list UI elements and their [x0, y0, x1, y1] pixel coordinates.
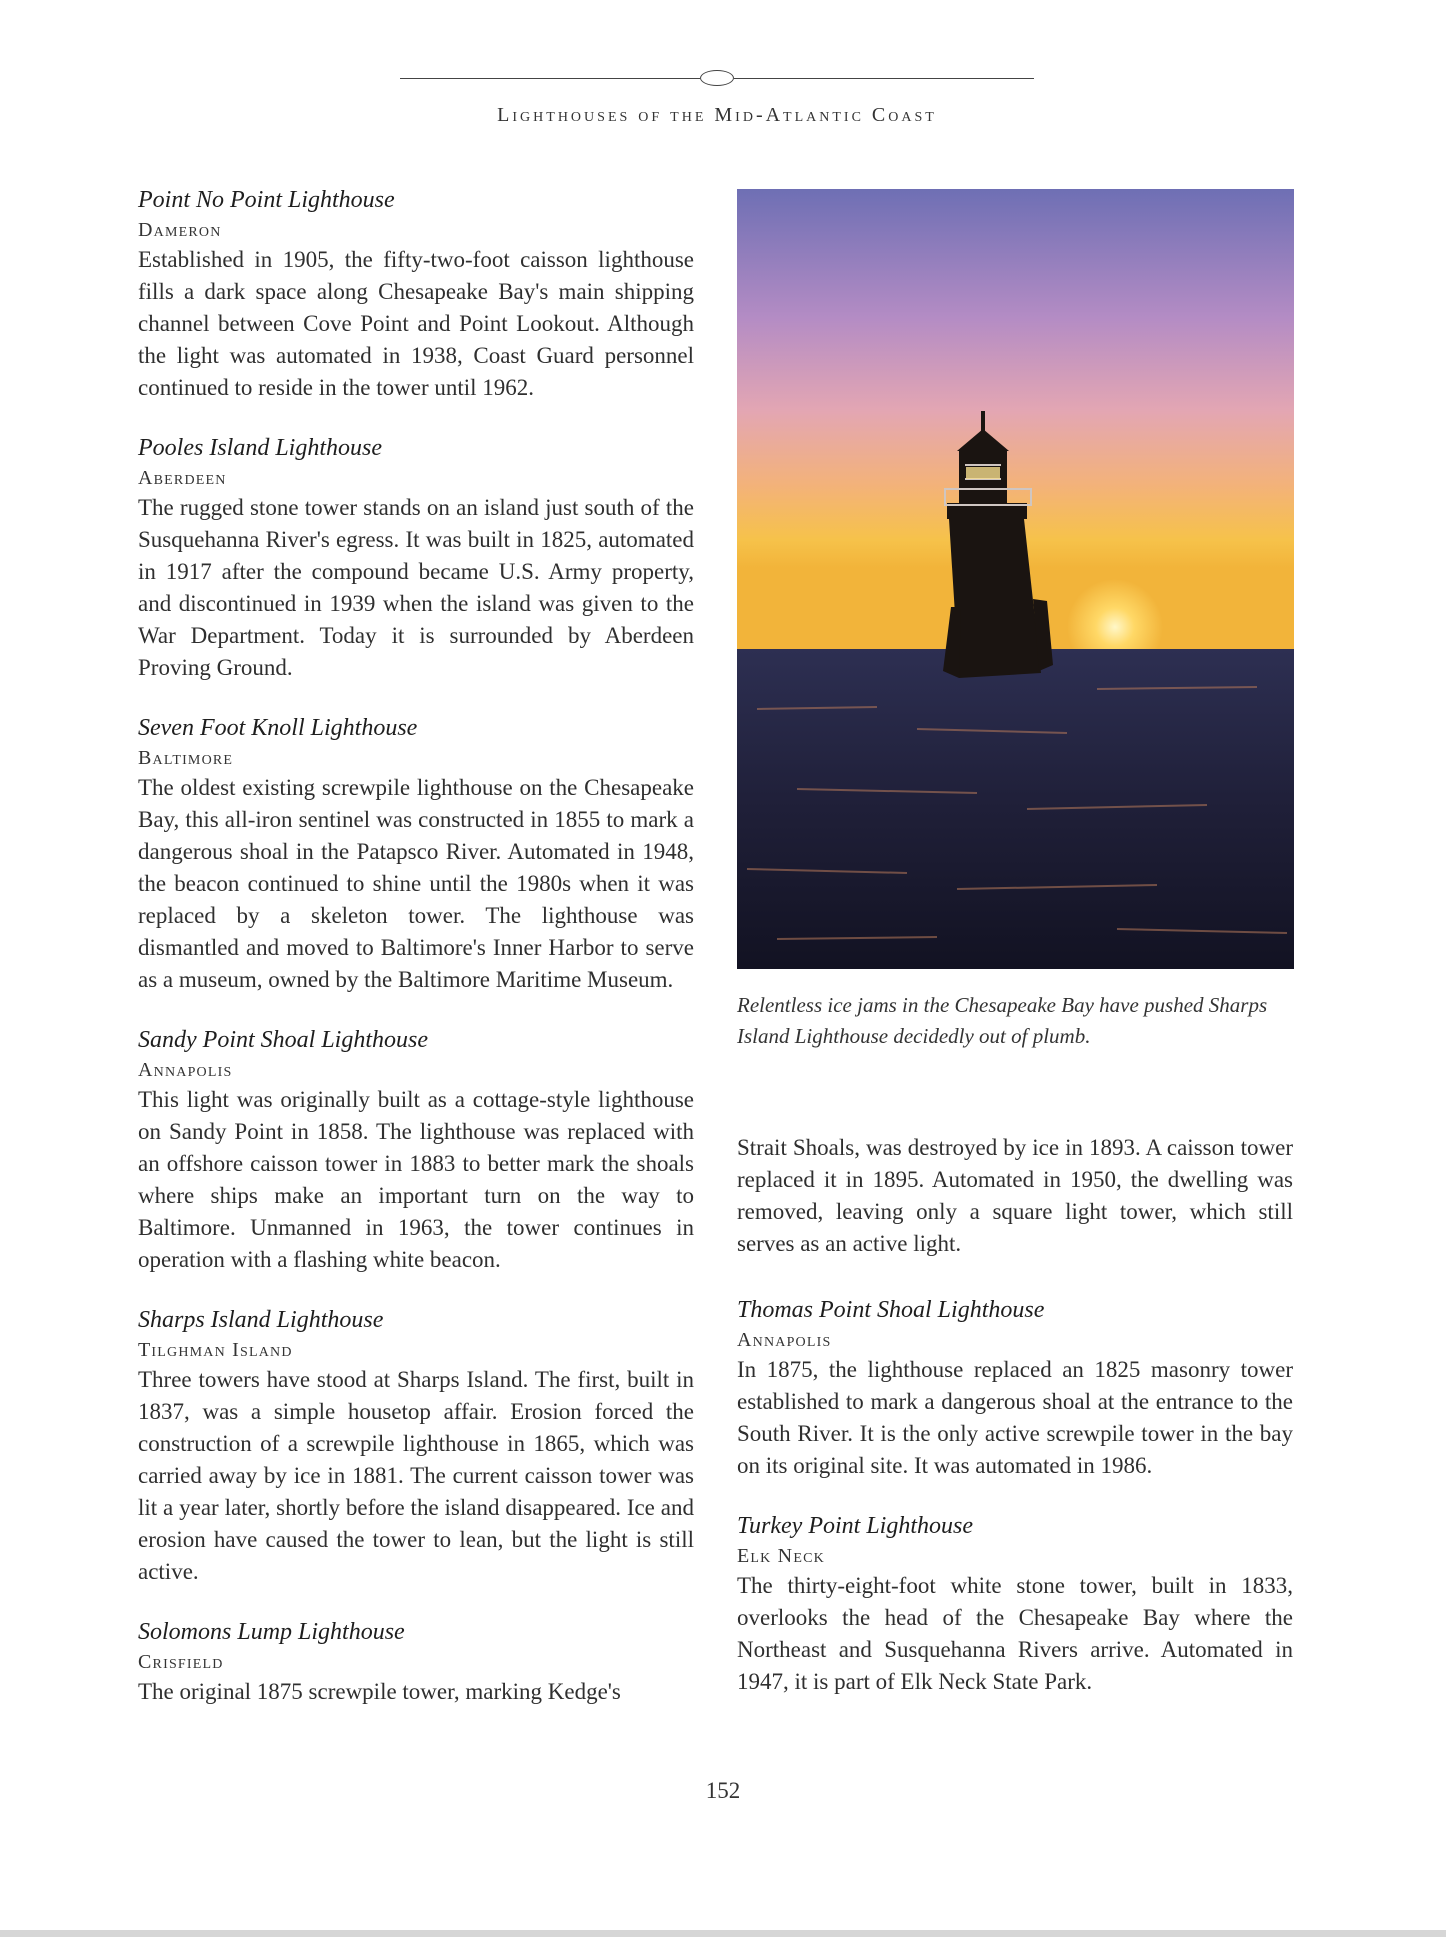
lighthouse-entry [138, 1024, 694, 1276]
entry-body: The rugged stone tower stands on an island just south of the Susquehanna River's egress. It was built in 1825, automated in 1917 after the compound became U.S. Army property, and discontinued in 1939 when the island was given to the War Department. Today it is surrounded by Aberdeen Proving Ground. [138, 495, 694, 680]
lighthouse-entry [138, 712, 694, 996]
left-column [138, 184, 694, 1736]
entry-location: Baltimore [138, 747, 234, 769]
entry-body: In 1875, the lighthouse replaced an 1825 masonry tower established to mark a dangerous shoal at the entrance to the South River. It is the only active screwpile tower in the bay on its original site. It was automated in 1986. [737, 1357, 1293, 1478]
entry-title: Pooles Island Lighthouse [138, 435, 382, 461]
entry-body: This light was originally built as a cottage-style lighthouse on Sandy Point in 1858. The lighthouse was replaced with an offshore caisson tower in 1883 to better mark the shoals where ships make an important turn on the way to Baltimore. Unmanned in 1963, the tower continues in operation with a flashing white beacon. [138, 1087, 694, 1272]
entry-title: Point No Point Lighthouse [138, 187, 395, 213]
lighthouse-entry [737, 1294, 1293, 1482]
entry-continuation [737, 1132, 1293, 1260]
entry-location: Tilghman Island [138, 1339, 293, 1361]
entry-title: Turkey Point Lighthouse [737, 1513, 973, 1539]
photo-caption: Relentless ice jams in the Chesapeake Bay have pushed Sharps Island Lighthouse decidedly out of plumb. [737, 993, 1268, 1048]
entry-title: Solomons Lump Lighthouse [138, 1619, 405, 1645]
viewer-bottom-bar [0, 1930, 1446, 1937]
entry-location: Elk Neck [737, 1545, 825, 1567]
lighthouse-entry [138, 184, 694, 404]
entry-title: Seven Foot Knoll Lighthouse [138, 715, 418, 741]
entry-location: Annapolis [737, 1329, 832, 1351]
entry-location: Aberdeen [138, 467, 227, 489]
entry-body: The oldest existing screwpile lighthouse on the Chesapeake Bay, this all-iron sentinel was constructed in 1855 to mark a dangerous shoal in the Patapsco River. Automated in 1948, the beacon continued to shine until the 1980s when it was replaced by a skeleton tower. The lighthouse was dismantled and moved to Baltimore's Inner Harbor to serve as a museum, owned by the Baltimore Maritime Museum. [138, 775, 694, 992]
lighthouse-entry [737, 1510, 1293, 1698]
entry-body: The thirty-eight-foot white stone tower, built in 1833, overlooks the head of the Chesapeake Bay where the Northeast and Susquehanna Rivers arrive. Automated in 1947, it is part of Elk Neck State Park. [737, 1573, 1293, 1694]
header-rule-left [400, 78, 700, 79]
entry-title: Thomas Point Shoal Lighthouse [737, 1297, 1045, 1323]
entry-title: Sandy Point Shoal Lighthouse [138, 1027, 428, 1053]
running-head [400, 66, 1034, 136]
running-head-title: Lighthouses of the Mid-Atlantic Coast [497, 104, 937, 126]
entry-body: Three towers have stood at Sharps Island. The first, built in 1837, was a simple housetop affair. Erosion forced the construction of a screwpile lighthouse in 1865, which was carried away by ice in 1881. The current caisson tower was lit a year later, shortly before the island disappeared. Ice and erosion have caused the tower to lean, but the light is still active. [138, 1367, 694, 1584]
lighthouse-entry [138, 432, 694, 684]
lighthouse-entry [138, 1304, 694, 1588]
lighthouse-entry [138, 1616, 694, 1708]
entry-location: Dameron [138, 219, 222, 241]
entry-title: Sharps Island Lighthouse [138, 1307, 384, 1333]
entry-body: Strait Shoals, was destroyed by ice in 1893. A caisson tower replaced it in 1895. Automated in 1950, the dwelling was removed, leaving only a square light tower, which still serves as an active light. [737, 1135, 1293, 1256]
entry-location: Crisfield [138, 1651, 224, 1673]
right-column [737, 1132, 1293, 1726]
header-rule-right [734, 78, 1034, 79]
header-ornament [700, 70, 734, 86]
lighthouse-photo [737, 189, 1294, 969]
entry-body: Established in 1905, the fifty-two-foot caisson lighthouse fills a dark space along Chesapeake Bay's main shipping channel between Cove Point and Point Lookout. Although the light was automated in 1938, Coast Guard personnel continued to reside in the tower until 1962. [138, 247, 694, 400]
entry-body: The original 1875 screwpile tower, marking Kedge's [138, 1679, 621, 1704]
entry-location: Annapolis [138, 1059, 233, 1081]
page-number: 152 [705, 1778, 741, 1803]
